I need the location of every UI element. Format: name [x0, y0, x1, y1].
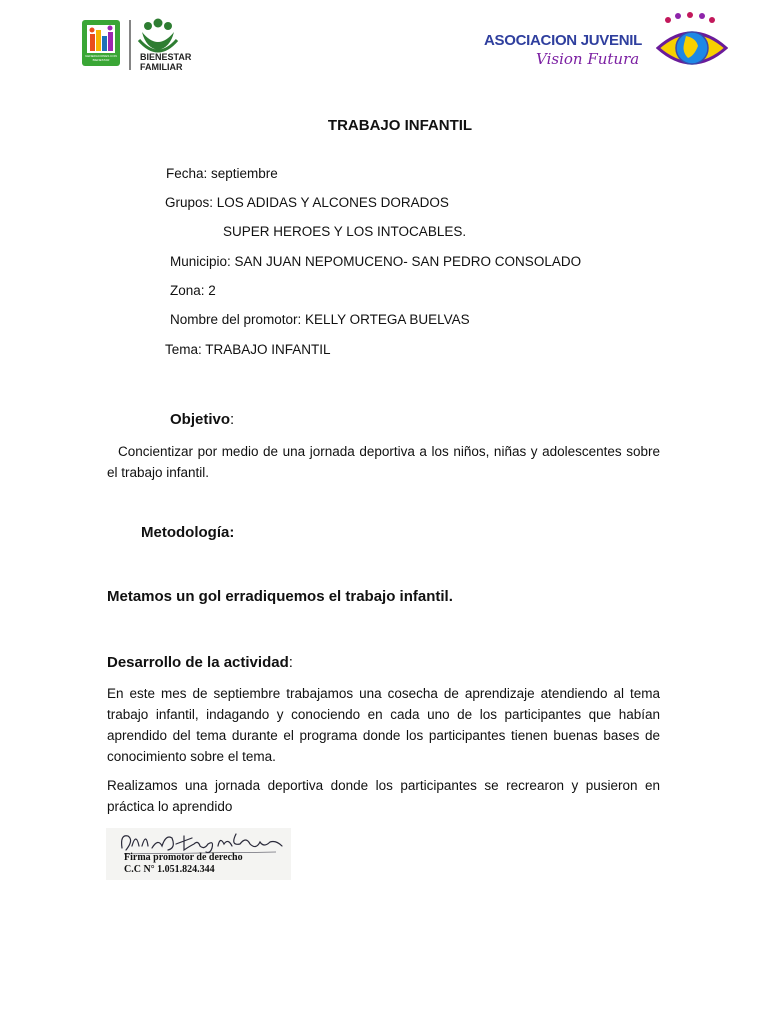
grupos-continuation: SUPER HEROES Y LOS INTOCABLES.: [223, 224, 467, 239]
generaciones-caption: GENERACIONES CON BIENESTAR: [85, 54, 117, 62]
zona-field: Zona: 2: [170, 283, 216, 298]
objetivo-heading-text: Objetivo: [170, 411, 231, 428]
familiar-label: FAMILIAR: [140, 62, 183, 72]
desarrollo-paragraph-2: Realizamos una jornada deportiva donde los participantes se recrearon y pusieron en práctica lo aprendido: [107, 778, 660, 814]
promotor-field: Nombre del promotor: KELLY ORTEGA BUELVAS: [170, 312, 470, 327]
asociacion-juvenil-label: ASOCIACION JUVENIL: [484, 32, 642, 49]
grupos-field: Grupos: LOS ADIDAS Y ALCONES DORADOS: [165, 195, 449, 210]
signature-role: Firma promotor de derecho: [124, 852, 243, 863]
desarrollo-heading: Desarrollo de la actividad:: [107, 654, 293, 671]
tema-field: Tema: TRABAJO INFANTIL: [165, 342, 331, 357]
objetivo-heading: Objetivo:: [170, 411, 235, 428]
desarrollo-paragraph-1: En este mes de septiembre trabajamos una cosecha de aprendizaje atendiendo al tema trabajo infantil, indagando y conociendo en cada uno de los participantes que habían aprendido del tema durante el programa donde los participantes tienen buenas bases de conocimiento sobre el tema.: [107, 686, 660, 764]
eye-globe-icon: [656, 12, 728, 76]
metodologia-text: Metamos un gol erradiquemos el trabajo infantil.: [107, 588, 453, 605]
bienestar-label: BIENESTAR: [140, 52, 192, 62]
document-title: TRABAJO INFANTIL: [327, 117, 473, 134]
municipio-field: Municipio: SAN JUAN NEPOMUCENO- SAN PEDRO CONSOLADO: [170, 254, 582, 269]
asociacion-juvenil-logo: [482, 12, 728, 76]
fecha-field: Fecha: septiembre: [166, 166, 278, 181]
desarrollo-heading-text: Desarrollo de la actividad: [107, 654, 289, 671]
signature-block: [106, 828, 291, 880]
vision-futura-label: Vision Futura: [536, 50, 640, 68]
bienestar-familiar-logo: [82, 18, 197, 72]
metodologia-heading: Metodología:: [141, 524, 235, 541]
objetivo-text: Concientizar por medio de una jornada deportiva a los niños, niñas y adolescentes sobre el trabajo infantil.: [107, 444, 660, 480]
signature-id: C.C N° 1.051.824.344: [124, 864, 215, 875]
